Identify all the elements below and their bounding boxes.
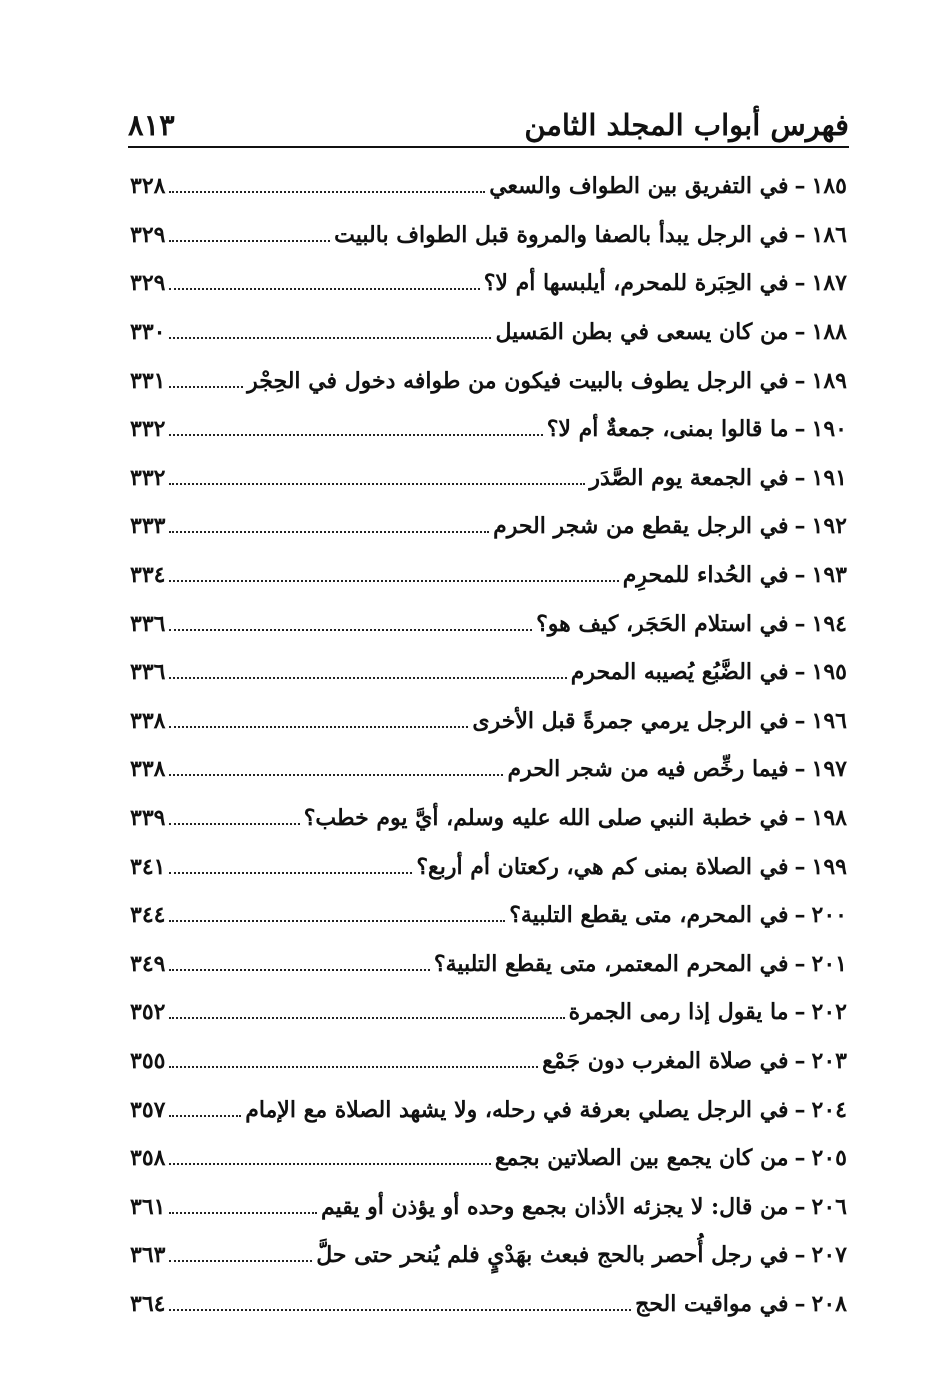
toc-entry-title: في الرجل يقطع من شجر الحرم xyxy=(493,513,789,540)
toc-entry-page: ٣٥٥ xyxy=(130,1047,166,1074)
toc-entry-title: في الضَّبُع يُصيبه المحرم xyxy=(570,659,789,686)
toc-entry-dash: – xyxy=(794,805,806,832)
toc-entry-title: في مواقيت الحج xyxy=(635,1290,789,1317)
toc-entry-leader-dots xyxy=(169,434,542,436)
toc-entry-dash: – xyxy=(794,610,806,637)
toc-entry-dash: – xyxy=(794,1145,806,1172)
toc-entry-page: ٣٣١ xyxy=(130,367,166,394)
toc-entry-leader-dots xyxy=(169,531,489,533)
toc-entry-dash: – xyxy=(794,513,806,540)
toc-entry xyxy=(130,1182,847,1231)
toc-entry-leader-dots xyxy=(169,191,485,193)
toc-entry xyxy=(130,405,847,454)
toc-entry-dash: – xyxy=(794,221,806,248)
toc-entry-page: ٣٣٨ xyxy=(130,756,166,783)
toc-entry-title: من قال: لا يجزئه الأذان بجمع وحده أو يؤذن أو يقيم xyxy=(320,1193,789,1220)
toc-entry-number: ٢٠١ xyxy=(811,950,847,977)
toc-entry-dash: – xyxy=(794,367,806,394)
toc-entry-number: ٢٠٠ xyxy=(811,902,847,929)
header-title: فهرس أبواب المجلد الثامن xyxy=(524,108,849,142)
toc-entry-leader-dots xyxy=(169,337,491,339)
toc-entry-leader-dots xyxy=(169,1260,312,1262)
toc-entry xyxy=(130,211,847,260)
toc-entry-leader-dots xyxy=(169,969,429,971)
toc-entry-page: ٣٣٣ xyxy=(130,513,166,540)
toc-entry-leader-dots xyxy=(169,629,532,631)
toc-entry-number: ١٩٠ xyxy=(811,416,847,443)
toc-entry-page: ٣٣٨ xyxy=(130,707,166,734)
toc-entry-leader-dots xyxy=(169,1066,538,1068)
toc-entry-leader-dots xyxy=(169,726,468,728)
toc-entry-leader-dots xyxy=(169,823,299,825)
toc-entry-title: في الرجل يصلي بعرفة في رحله، ولا يشهد الصلاة مع الإمام xyxy=(245,1096,789,1123)
toc-entry-dash: – xyxy=(794,319,806,346)
toc-entry-leader-dots xyxy=(169,1212,316,1214)
toc-entry-number: ٢٠٧ xyxy=(811,1242,847,1269)
toc-entry xyxy=(130,502,847,551)
toc-entry-dash: – xyxy=(794,902,806,929)
toc-entry-number: ١٩٥ xyxy=(811,659,847,686)
toc-entry-page: ٣٥٧ xyxy=(130,1096,166,1123)
toc-entry-title: في الصلاة بمنى كم هي، ركعتان أم أربع؟ xyxy=(416,853,789,880)
toc-entry-dash: – xyxy=(794,853,806,880)
toc-entry-dash: – xyxy=(794,1242,806,1269)
toc-entry-page: ٣٥٢ xyxy=(130,999,166,1026)
toc-entry-title: في استلام الحَجَر، كيف هو؟ xyxy=(536,610,789,637)
toc-entry-title: ما قالوا بمنى، جمعةٌ أم لا؟ xyxy=(546,416,789,443)
toc-entry-page: ٣٤٩ xyxy=(130,950,166,977)
toc-entry-page: ٣٣٩ xyxy=(130,805,166,832)
toc-entry-title: في الحُداء للمحرِم xyxy=(622,562,789,589)
toc-entry xyxy=(130,1085,847,1134)
toc-entry-leader-dots xyxy=(169,1017,564,1019)
toc-entry xyxy=(130,1134,847,1183)
toc-entry-title: في الرجل يرمي جمرةً قبل الأخرى xyxy=(472,707,789,734)
toc-entry xyxy=(130,1231,847,1280)
toc-entry-leader-dots xyxy=(169,1163,490,1165)
toc-entry-number: ١٨٦ xyxy=(811,221,847,248)
toc-entry-number: ٢٠٥ xyxy=(811,1145,847,1172)
toc-entry-page: ٣٤٤ xyxy=(130,902,166,929)
toc-entry xyxy=(130,259,847,308)
toc-entry-dash: – xyxy=(794,270,806,297)
toc-entry-leader-dots xyxy=(169,240,330,242)
toc-entry-number: ١٩٦ xyxy=(811,707,847,734)
toc-entry xyxy=(130,308,847,357)
toc-entry xyxy=(130,940,847,989)
toc-entry xyxy=(130,891,847,940)
toc-entry xyxy=(130,599,847,648)
toc-entry-title: في صلاة المغرب دون جَمْع xyxy=(542,1047,789,1074)
toc-entry-dash: – xyxy=(794,173,806,200)
toc-entry-dash: – xyxy=(794,1047,806,1074)
toc-entry-page: ٣٢٩ xyxy=(130,221,166,248)
toc-entry-title: في الرجل يبدأ بالصفا والمروة قبل الطواف بالبيت xyxy=(334,221,789,248)
header-page-number: ٨١٣ xyxy=(128,108,175,142)
toc-entry-page: ٣٣٢ xyxy=(130,464,166,491)
toc-entry-dash: – xyxy=(794,464,806,491)
toc-entry-title: في المحرم، متى يقطع التلبية؟ xyxy=(509,902,789,929)
toc-entry-title: ما يقول إذا رمى الجمرة xyxy=(568,999,789,1026)
toc-entry-dash: – xyxy=(794,1096,806,1123)
toc-entry-leader-dots xyxy=(169,580,618,582)
toc-entry-dash: – xyxy=(794,999,806,1026)
toc-entry-title: في الجمعة يوم الصَّدَر xyxy=(589,464,789,491)
toc-entry xyxy=(130,648,847,697)
toc-entry xyxy=(130,356,847,405)
toc-entry xyxy=(130,842,847,891)
toc-entry-number: ٢٠٨ xyxy=(811,1290,847,1317)
toc-entry-number: ١٨٩ xyxy=(811,367,847,394)
toc-entry-page: ٣٣٤ xyxy=(130,562,166,589)
toc-entry-leader-dots xyxy=(169,1309,631,1311)
toc-entry-page: ٣٢٩ xyxy=(130,270,166,297)
toc-entry-dash: – xyxy=(794,707,806,734)
toc-entry-page: ٣٦٤ xyxy=(130,1290,166,1317)
toc-entry-number: ١٨٧ xyxy=(811,270,847,297)
toc-entry-leader-dots xyxy=(169,288,479,290)
toc-entry-leader-dots xyxy=(169,386,243,388)
header-divider xyxy=(128,146,849,148)
toc-entry-dash: – xyxy=(794,659,806,686)
toc-entry-number: ١٩٧ xyxy=(811,756,847,783)
toc-entry-title: في خطبة النبي صلى الله عليه وسلم، أيَّ يوم خطب؟ xyxy=(303,805,789,832)
toc-entry xyxy=(130,1280,847,1329)
toc-entry-page: ٣٢٨ xyxy=(130,173,166,200)
toc-entry-leader-dots xyxy=(169,483,585,485)
toc-entry xyxy=(130,551,847,600)
toc-entry-page: ٣٣٦ xyxy=(130,659,166,686)
toc-entry-title: في الرجل يطوف بالبيت فيكون من طوافه دخول في الحِجْر xyxy=(247,367,789,394)
toc-entry-page: ٣٣٢ xyxy=(130,416,166,443)
toc-entry-page: ٣٣٠ xyxy=(130,319,166,346)
toc-entry-number: ١٨٨ xyxy=(811,319,847,346)
toc-entry-page: ٣٦٣ xyxy=(130,1242,166,1269)
toc-entry-number: ١٩٢ xyxy=(811,513,847,540)
toc-entry-title: في التفريق بين الطواف والسعي xyxy=(489,173,789,200)
table-of-contents xyxy=(130,162,847,1328)
toc-entry-title: في الحِبَرة للمحرم، أيلبسها أم لا؟ xyxy=(483,270,789,297)
toc-entry-title: من كان يسعى في بطن المَسيل xyxy=(495,319,789,346)
toc-entry-leader-dots xyxy=(169,774,503,776)
toc-entry-number: ٢٠٦ xyxy=(811,1193,847,1220)
toc-entry-number: ١٩١ xyxy=(811,464,847,491)
toc-entry-page: ٣٣٦ xyxy=(130,610,166,637)
toc-entry-title: فيما رخِّص فيه من شجر الحرم xyxy=(507,756,789,783)
toc-entry xyxy=(130,697,847,746)
toc-entry-leader-dots xyxy=(169,677,566,679)
toc-entry xyxy=(130,454,847,503)
toc-entry-number: ١٩٩ xyxy=(811,853,847,880)
toc-entry-title: في رجل أُحصر بالحج فبعث بهَدْيٍ فلم يُنحر حتى حلَّ xyxy=(316,1242,789,1269)
toc-entry-title: في المحرم المعتمر، متى يقطع التلبية؟ xyxy=(433,950,789,977)
toc-entry-dash: – xyxy=(794,416,806,443)
page-header xyxy=(128,88,849,140)
toc-entry xyxy=(130,794,847,843)
toc-entry-leader-dots xyxy=(169,872,412,874)
toc-entry xyxy=(130,988,847,1037)
toc-entry-page: ٣٤١ xyxy=(130,853,166,880)
toc-entry xyxy=(130,745,847,794)
toc-entry-dash: – xyxy=(794,950,806,977)
toc-entry-title: من كان يجمع بين الصلاتين بجمع xyxy=(494,1145,789,1172)
toc-entry xyxy=(130,162,847,211)
toc-entry xyxy=(130,1037,847,1086)
toc-entry-number: ١٨٥ xyxy=(811,173,847,200)
toc-entry-number: ١٩٤ xyxy=(811,610,847,637)
toc-entry-dash: – xyxy=(794,562,806,589)
toc-entry-number: ١٩٨ xyxy=(811,805,847,832)
toc-entry-dash: – xyxy=(794,1290,806,1317)
toc-entry-number: ٢٠٢ xyxy=(811,999,847,1026)
toc-entry-dash: – xyxy=(794,756,806,783)
toc-entry-leader-dots xyxy=(169,1115,241,1117)
toc-entry-number: ٢٠٣ xyxy=(811,1047,847,1074)
toc-entry-dash: – xyxy=(794,1193,806,1220)
toc-entry-number: ٢٠٤ xyxy=(811,1096,847,1123)
toc-entry-leader-dots xyxy=(169,920,505,922)
toc-entry-page: ٣٦١ xyxy=(130,1193,166,1220)
toc-entry-number: ١٩٣ xyxy=(811,562,847,589)
toc-entry-page: ٣٥٨ xyxy=(130,1145,166,1172)
